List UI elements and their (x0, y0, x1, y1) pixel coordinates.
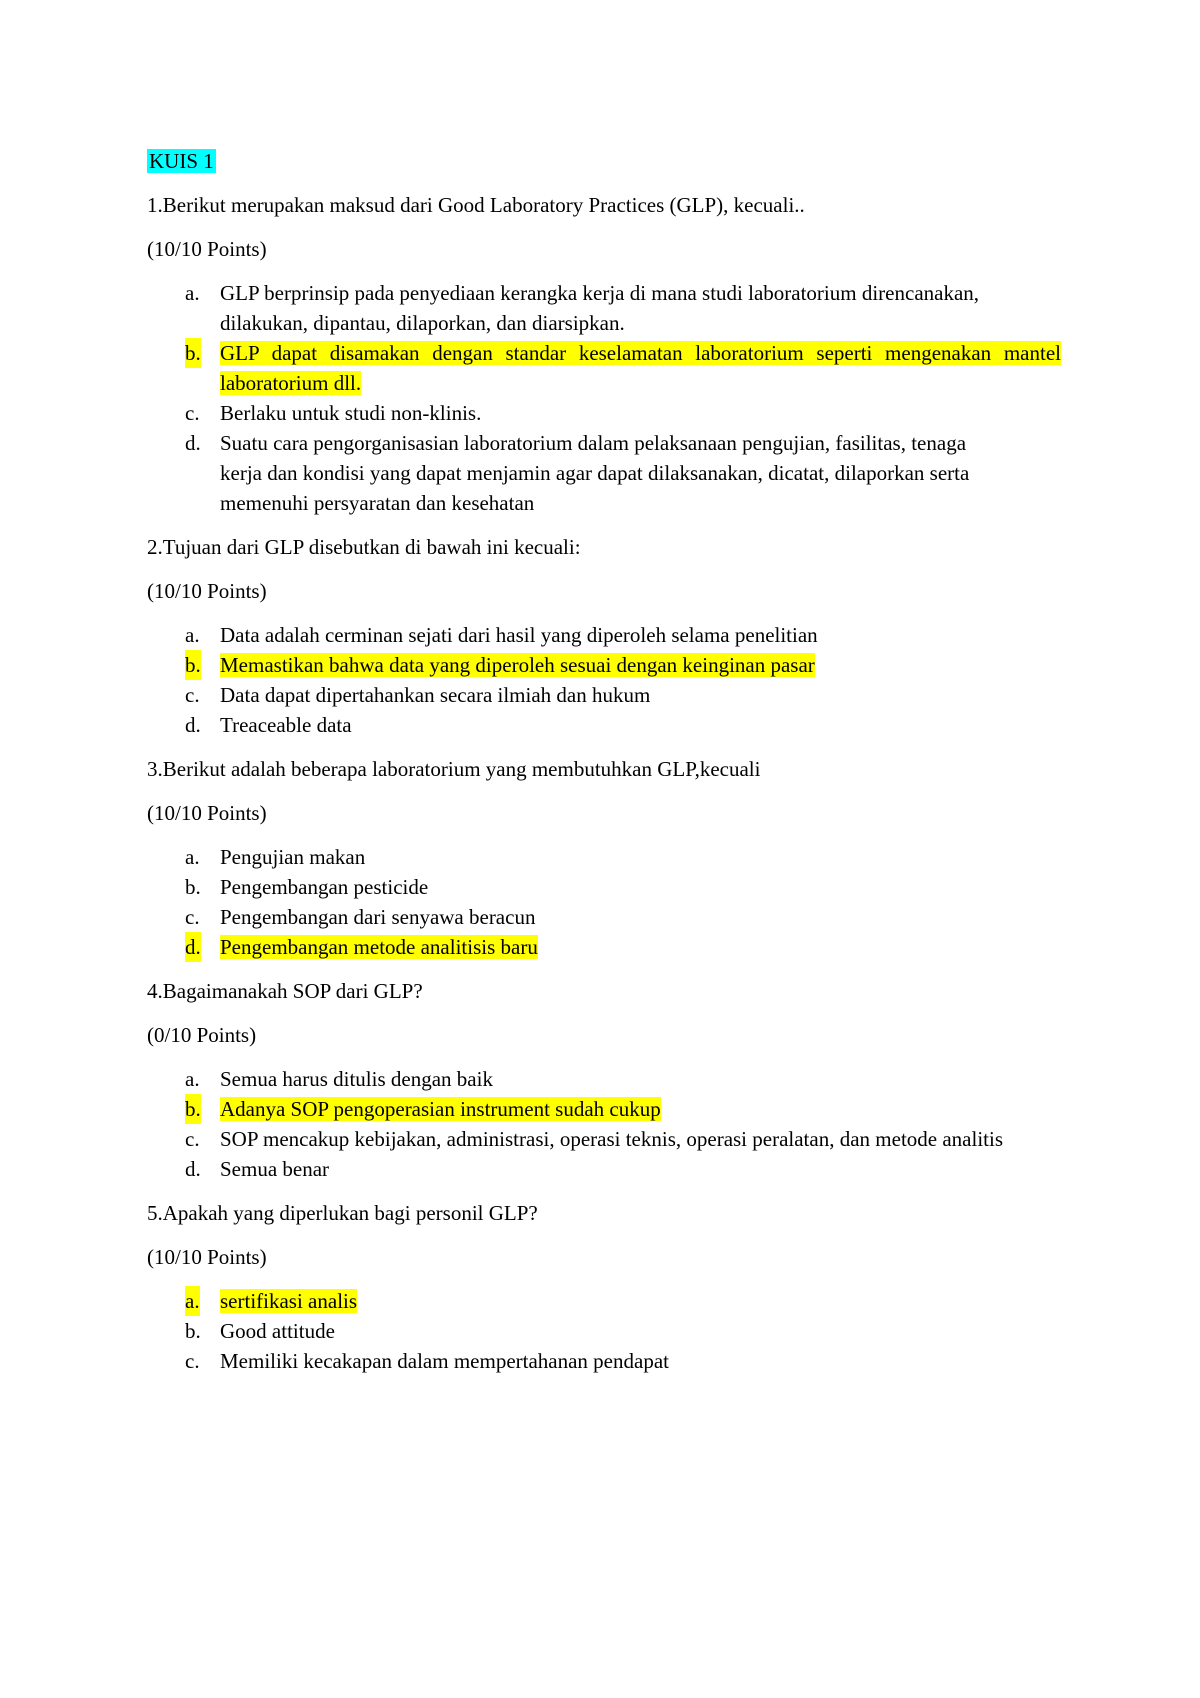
question-points: (10/10 Points) (147, 579, 267, 603)
option-b (147, 872, 1061, 902)
option-letter: d. (185, 1157, 201, 1181)
option-d (147, 932, 1061, 962)
option-text-continued: memenuhi persyaratan dan kesehatan (220, 491, 535, 515)
option-d (147, 1154, 1061, 1184)
option-b (147, 1316, 1061, 1346)
option-letter: a. (185, 1286, 200, 1316)
option-letter: b. (185, 1319, 201, 1343)
option-c (147, 1346, 1061, 1376)
option-a (147, 278, 1061, 338)
document-content (147, 146, 1061, 1390)
question-1 (147, 190, 1061, 518)
option-letter: b. (185, 650, 201, 680)
option-letter: b. (185, 875, 201, 899)
option-text: Good attitude (220, 1319, 335, 1343)
option-text: Suatu cara pengorganisasian laboratorium dalam pelaksanaan pengujian, fasilitas, tenaga (220, 431, 967, 455)
option-text-highlighted: GLP dapat disamakan dengan standar keselamatan laboratorium seperti mengenakan mantel laboratorium dll. (220, 341, 1061, 395)
option-letter: d. (185, 431, 201, 455)
option-letter: a. (185, 623, 200, 647)
option-letter: c. (185, 1127, 200, 1151)
option-b (147, 338, 1061, 398)
option-text: Semua harus ditulis dengan baik (220, 1067, 493, 1091)
option-list (147, 620, 1061, 740)
option-list (147, 842, 1061, 962)
option-list (147, 1286, 1061, 1376)
option-letter: c. (185, 401, 200, 425)
option-text: GLP berprinsip pada penyediaan kerangka kerja di mana studi laboratorium direncanakan, (220, 281, 980, 305)
option-b (147, 650, 1061, 680)
option-text: Pengujian makan (220, 845, 366, 869)
option-text-highlighted: Adanya SOP pengoperasian instrument sudah cukup (220, 1097, 661, 1121)
option-text-highlighted: Memastikan bahwa data yang diperoleh sesuai dengan keinginan pasar (220, 653, 815, 677)
option-text: Berlaku untuk studi non-klinis. (220, 401, 482, 425)
question-text: 5.Apakah yang diperlukan bagi personil GLP? (147, 1201, 538, 1225)
option-list (147, 1064, 1061, 1184)
option-a (147, 620, 1061, 650)
option-letter: c. (185, 683, 200, 707)
option-text-continued: dilakukan, dipantau, dilaporkan, dan diarsipkan. (220, 311, 625, 335)
question-2 (147, 532, 1061, 740)
question-text: 4.Bagaimanakah SOP dari GLP? (147, 979, 423, 1003)
option-c (147, 1124, 1061, 1154)
option-letter: b. (185, 338, 201, 368)
question-3 (147, 754, 1061, 962)
option-a (147, 842, 1061, 872)
option-letter: a. (185, 281, 200, 305)
option-text: Pengembangan pesticide (220, 875, 429, 899)
question-5 (147, 1198, 1061, 1376)
title-line (147, 146, 1061, 176)
option-b (147, 1094, 1061, 1124)
document-title: KUIS 1 (149, 149, 214, 173)
question-points: (10/10 Points) (147, 1245, 267, 1269)
option-c (147, 680, 1061, 710)
question-text: 2.Tujuan dari GLP disebutkan di bawah ini kecuali: (147, 535, 581, 559)
option-letter: c. (185, 905, 200, 929)
option-text: Memiliki kecakapan dalam mempertahanan pendapat (220, 1349, 669, 1373)
question-text: 1.Berikut merupakan maksud dari Good Laboratory Practices (GLP), kecuali.. (147, 193, 805, 217)
option-text: Treaceable data (220, 713, 352, 737)
option-d (147, 710, 1061, 740)
option-d (147, 428, 1061, 518)
question-text: 3.Berikut adalah beberapa laboratorium yang membutuhkan GLP,kecuali (147, 757, 761, 781)
option-text: Pengembangan dari senyawa beracun (220, 905, 536, 929)
question-points: (10/10 Points) (147, 237, 267, 261)
option-c (147, 398, 1061, 428)
option-letter: d. (185, 713, 201, 737)
option-letter: a. (185, 1067, 200, 1091)
option-text: Data adalah cerminan sejati dari hasil yang diperoleh selama penelitian (220, 623, 818, 647)
question-points: (0/10 Points) (147, 1023, 257, 1047)
option-text: Data dapat dipertahankan secara ilmiah dan hukum (220, 683, 651, 707)
option-letter: b. (185, 1094, 201, 1124)
option-text: Semua benar (220, 1157, 330, 1181)
option-c (147, 902, 1061, 932)
option-text: SOP mencakup kebijakan, administrasi, operasi teknis, operasi peralatan, dan metode analitis (220, 1127, 1003, 1151)
question-4 (147, 976, 1061, 1184)
option-text-highlighted: Pengembangan metode analitisis baru (220, 935, 538, 959)
option-a (147, 1286, 1061, 1316)
option-text-highlighted: sertifikasi analis (220, 1289, 358, 1313)
option-letter: d. (185, 932, 201, 962)
option-letter: a. (185, 845, 200, 869)
option-letter: c. (185, 1349, 200, 1373)
option-a (147, 1064, 1061, 1094)
option-text-continued: kerja dan kondisi yang dapat menjamin agar dapat dilaksanakan, dicatat, dilaporkan serta (220, 461, 970, 485)
question-points: (10/10 Points) (147, 801, 267, 825)
option-list (147, 278, 1061, 518)
